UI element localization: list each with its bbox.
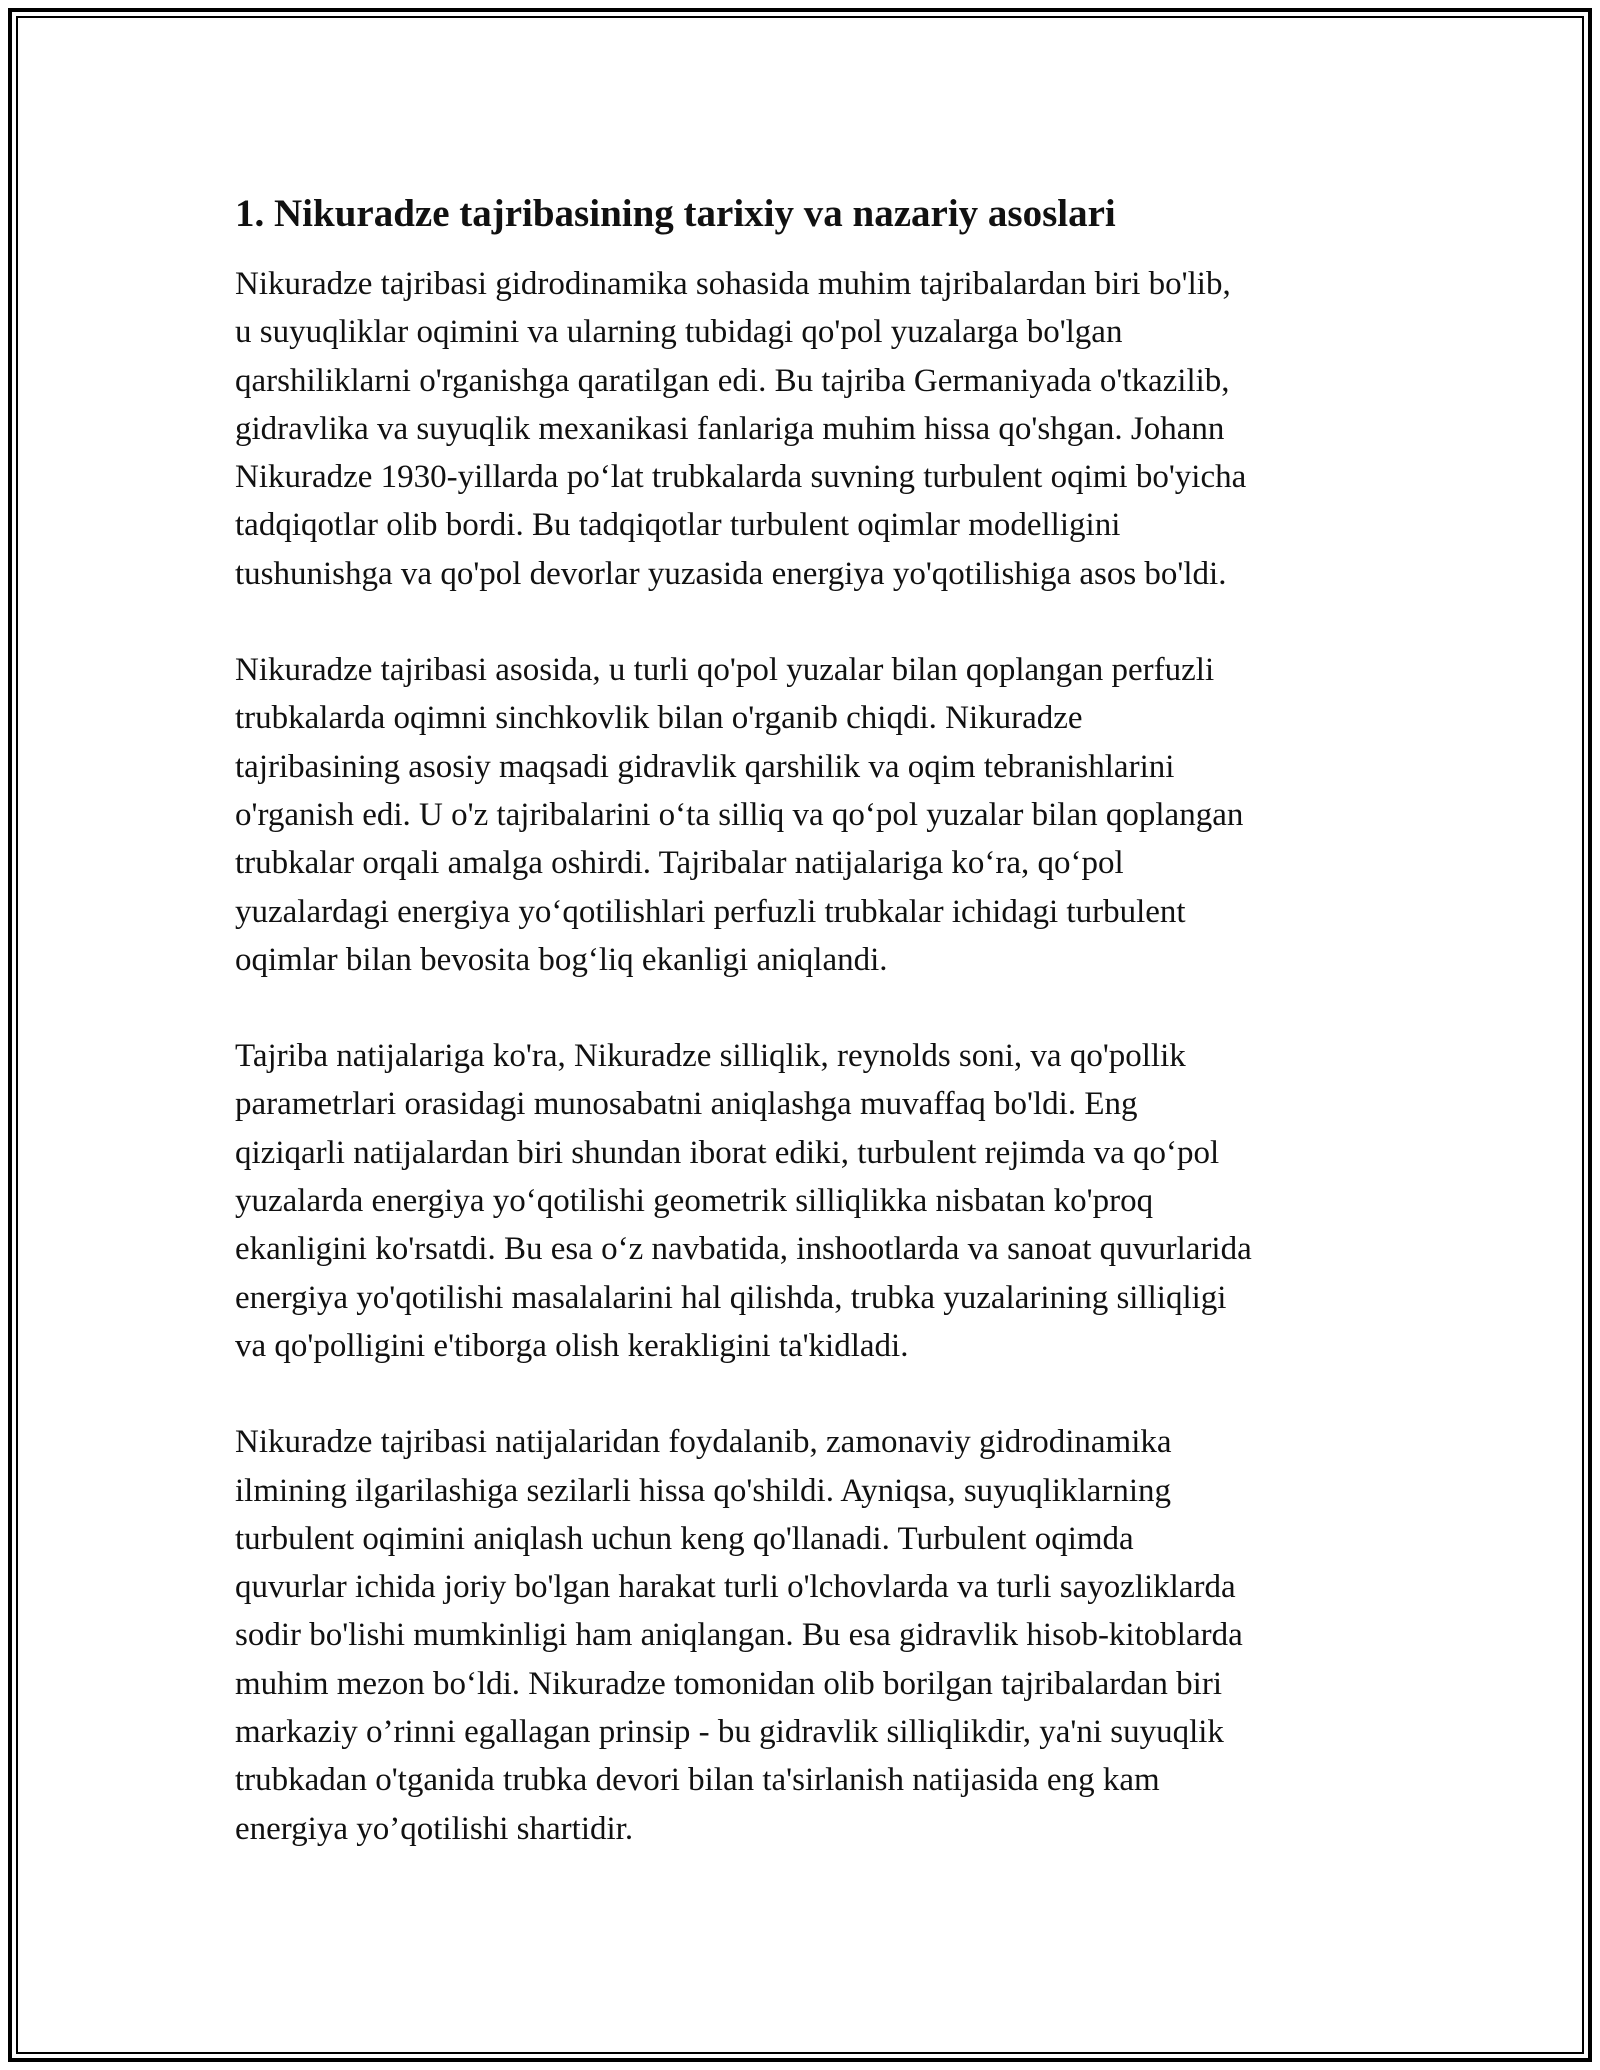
text-line: trubkalar orqali amalga oshirdi. Tajribalar natijalariga ko‘ra, qo‘pol: [235, 845, 1124, 882]
text-line: sodir bo'lishi mumkinligi ham aniqlangan. Bu esa gidravlik hisob-kitoblarda: [235, 1617, 1243, 1654]
text-line: Nikuradze 1930-yillarda po‘lat trubkalarda suvning turbulent oqimi bo'yicha: [235, 459, 1247, 496]
text-line: quvurlar ichida joriy bo'lgan harakat turli o'lchovlarda va turli sayozliklarda: [235, 1569, 1236, 1606]
paragraph-4: [235, 1418, 1370, 1853]
text-line: Tajriba natijalariga ko'ra, Nikuradze silliqlik, reynolds soni, va qo'pollik: [235, 1038, 1186, 1075]
text-line: Nikuradze tajribasi asosida, u turli qo'pol yuzalar bilan qoplangan perfuzli: [235, 652, 1215, 689]
text-line: va qo'polligini e'tiborga olish kerakligini ta'kidladi.: [235, 1327, 909, 1364]
paragraph-2: [235, 646, 1370, 984]
text-line: tushunishga va qo'pol devorlar yuzasida energiya yo'qotilishiga asos bo'ldi.: [235, 555, 1227, 592]
text-line: turbulent oqimini aniqlash uchun keng qo'llanadi. Turbulent oqimda: [235, 1520, 1134, 1557]
text-line: markaziy o’rinni egallagan prinsip - bu gidravlik silliqlikdir, ya'ni suyuqlik: [235, 1714, 1224, 1751]
paragraph-3: [235, 1032, 1370, 1370]
section-heading: 1. Nikuradze tajribasining tarixiy va nazariy asoslari: [235, 192, 1116, 235]
text-line: tajribasining asosiy maqsadi gidravlik qarshilik va oqim tebranishlarini: [235, 748, 1175, 785]
text-line: oqimlar bilan bevosita bog‘liq ekanligi aniqlandi.: [235, 941, 888, 978]
text-line: u suyuqliklar oqimini va ularning tubidagi qo'pol yuzalarga bo'lgan: [235, 314, 1123, 351]
text-line: tadqiqotlar olib bordi. Bu tadqiqotlar turbulent oqimlar modelligini: [235, 507, 1121, 544]
text-line: qiziqarli natijalardan biri shundan iborat ediki, turbulent rejimda va qo‘pol: [235, 1134, 1220, 1171]
document-body: [235, 188, 1370, 1901]
paragraph-1: [235, 260, 1370, 598]
text-line: energiya yo'qotilishi masalalarini hal qilishda, trubka yuzalarining silliqligi: [235, 1279, 1227, 1316]
text-line: parametrlari orasidagi munosabatni aniqlashga muvaffaq bo'ldi. Eng: [235, 1086, 1138, 1123]
text-line: ekanligini ko'rsatdi. Bu esa o‘z navbatida, inshootlarda va sanoat quvurlarida: [235, 1231, 1252, 1268]
text-line: gidravlika va suyuqlik mexanikasi fanlariga muhim hissa qo'shgan. Johann: [235, 410, 1225, 447]
text-line: yuzalarda energiya yo‘qotilishi geometrik silliqlikka nisbatan ko'proq: [235, 1183, 1154, 1220]
text-line: yuzalardagi energiya yo‘qotilishlari perfuzli trubkalar ichidagi turbulent: [235, 893, 1186, 930]
text-line: qarshiliklarni o'rganishga qaratilgan edi. Bu tajriba Germaniyada o'tkazilib,: [235, 362, 1230, 399]
text-line: trubkalarda oqimni sinchkovlik bilan o'rganib chiqdi. Nikuradze: [235, 700, 1083, 737]
text-line: energiya yo’qotilishi shartidir.: [235, 1810, 634, 1847]
text-line: ilmining ilgarilashiga sezilarli hissa qo'shildi. Ayniqsa, suyuqliklarning: [235, 1472, 1171, 1509]
text-line: muhim mezon bo‘ldi. Nikuradze tomonidan olib borilgan tajribalardan biri: [235, 1665, 1223, 1702]
text-line: Nikuradze tajribasi natijalaridan foydalanib, zamonaviy gidrodinamika: [235, 1424, 1172, 1461]
text-line: trubkadan o'tganida trubka devori bilan ta'sirlanish natijasida eng kam: [235, 1762, 1160, 1799]
text-line: Nikuradze tajribasi gidrodinamika sohasida muhim tajribalardan biri bo'lib,: [235, 266, 1231, 302]
text-line: o'rganish edi. U o'z tajribalarini o‘ta silliq va qo‘pol yuzalar bilan qoplangan: [235, 796, 1244, 833]
